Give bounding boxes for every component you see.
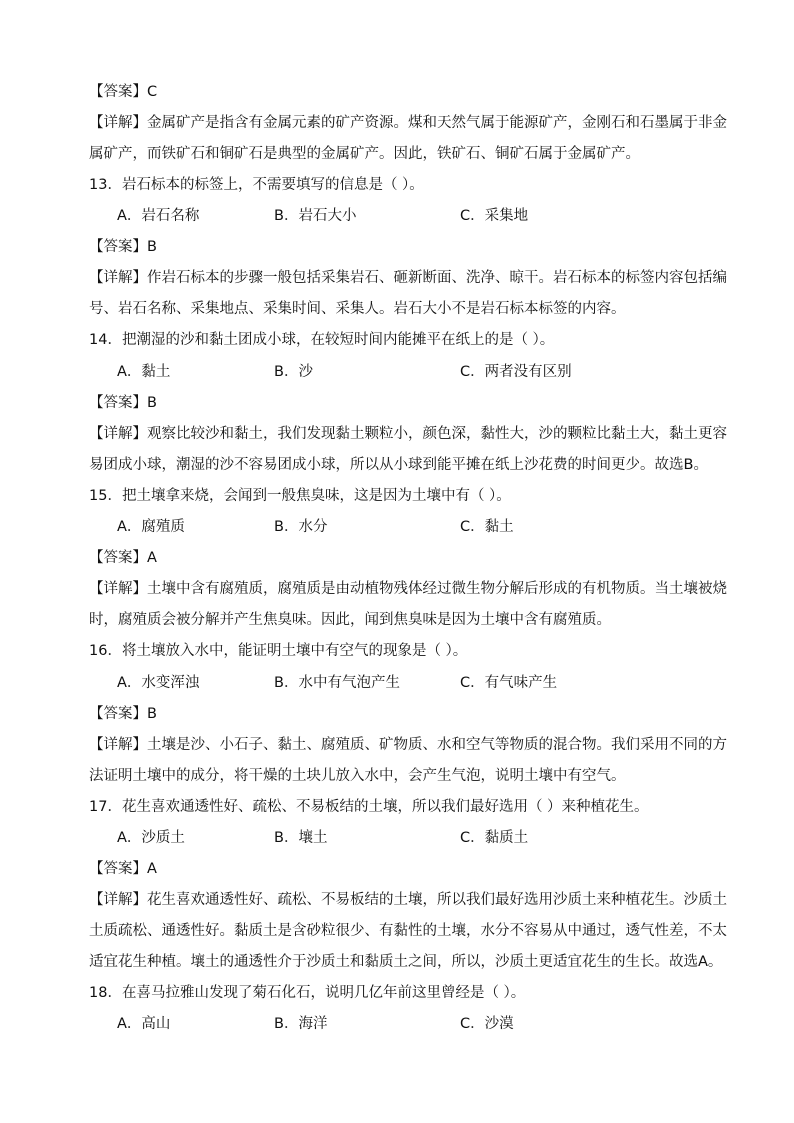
answer-q17: 【答案】A (89, 861, 157, 877)
detail-q13-line1: 【详解】作岩石标本的步骤一般包括采集岩石、砸新断面、洗净、晾干。岩石标本的标签内容包括编 (89, 270, 727, 286)
option-16-b: B．水中有气泡产生 (274, 675, 400, 691)
detail-q17-line3: 适宜花生种植。壤土的通透性介于沙质土和黏质土之间，所以，沙质土更适宜花生的生长。故选A。 (89, 954, 723, 970)
question-13: 13．岩石标本的标签上，不需要填写的信息是（ ）。 (89, 177, 424, 193)
option-17-c: C．黏质土 (460, 830, 529, 846)
option-15-c: C．黏土 (460, 519, 514, 535)
option-14-a: A．黏土 (117, 364, 171, 380)
detail-q16-line2: 法证明土壤中的成分，将干燥的土块儿放入水中，会产生气泡，说明土壤中有空气。 (89, 768, 626, 784)
option-18-a: A．高山 (117, 1016, 171, 1032)
question-14: 14．把潮湿的沙和黏土团成小球，在较短时间内能摊平在纸上的是（ ）。 (89, 332, 555, 348)
option-17-b: B．壤土 (274, 830, 328, 846)
question-16: 16．将土壤放入水中，能证明土壤中有空气的现象是（ ）。 (89, 643, 468, 659)
detail-q12-line1: 【详解】金属矿产是指含有金属元素的矿产资源。煤和天然气属于能源矿产，金刚石和石墨属于非金 (89, 115, 727, 131)
option-15-b: B．水分 (274, 519, 328, 535)
answer-q14: 【答案】B (89, 395, 157, 411)
option-14-c: C．两者没有区别 (460, 364, 572, 380)
answer-q12: 【答案】C (89, 84, 158, 100)
detail-q16-line1: 【详解】土壤是沙、小石子、黏土、腐殖质、矿物质、水和空气等物质的混合物。我们采用不同的方 (89, 737, 727, 753)
option-13-c: C．采集地 (460, 208, 529, 224)
option-18-c: C．沙漠 (460, 1016, 514, 1032)
question-15: 15．把土壤拿来烧，会闻到一般焦臭味，这是因为土壤中有（ ）。 (89, 488, 511, 504)
option-17-a: A．沙质土 (117, 830, 185, 846)
detail-q14-line1: 【详解】观察比较沙和黏土，我们发现黏土颗粒小，颜色深，黏性大，沙的颗粒比黏土大，黏土更容 (89, 426, 727, 442)
detail-q15-line1: 【详解】土壤中含有腐殖质，腐殖质是由动植物残体经过微生物分解后形成的有机物质。当土壤被烧 (89, 581, 727, 597)
detail-q13-line2: 号、岩石名称、采集地点、采集时间、采集人。岩石大小不是岩石标本标签的内容。 (89, 301, 626, 317)
option-13-b: B．岩石大小 (274, 208, 357, 224)
question-18: 18．在喜马拉雅山发现了菊石化石，说明几亿年前这里曾经是（ ）。 (89, 985, 526, 1001)
option-14-b: B．沙 (274, 364, 313, 380)
option-15-a: A．腐殖质 (117, 519, 185, 535)
question-17: 17．花生喜欢通透性好、疏松、不易板结的土壤，所以我们最好选用（ ）来种植花生。 (89, 799, 649, 815)
detail-q14-line2: 易团成小球，潮湿的沙不容易团成小球，所以从小球到能平摊在纸上沙花费的时间更少。故选B。 (89, 457, 708, 473)
option-18-b: B．海洋 (274, 1016, 328, 1032)
detail-q12-line2: 属矿产，而铁矿石和铜矿石是典型的金属矿产。因此，铁矿石、铜矿石属于金属矿产。 (89, 146, 640, 162)
detail-q15-line2: 时，腐殖质会被分解并产生焦臭味。因此，闻到焦臭味是因为土壤中含有腐殖质。 (89, 612, 611, 628)
answer-q16: 【答案】B (89, 706, 157, 722)
option-16-c: C．有气味产生 (460, 675, 558, 691)
option-13-a: A．岩石名称 (117, 208, 200, 224)
detail-q17-line2: 土质疏松、通透性好。黏质土是含砂粒很少、有黏性的土壤，水分不容易从中通过，透气性差，不太 (89, 923, 727, 939)
answer-q15: 【答案】A (89, 550, 157, 566)
answer-q13: 【答案】B (89, 239, 157, 255)
option-16-a: A．水变浑浊 (117, 675, 200, 691)
detail-q17-line1: 【详解】花生喜欢通透性好、疏松、不易板结的土壤，所以我们最好选用沙质土来种植花生。沙质土 (89, 892, 727, 908)
